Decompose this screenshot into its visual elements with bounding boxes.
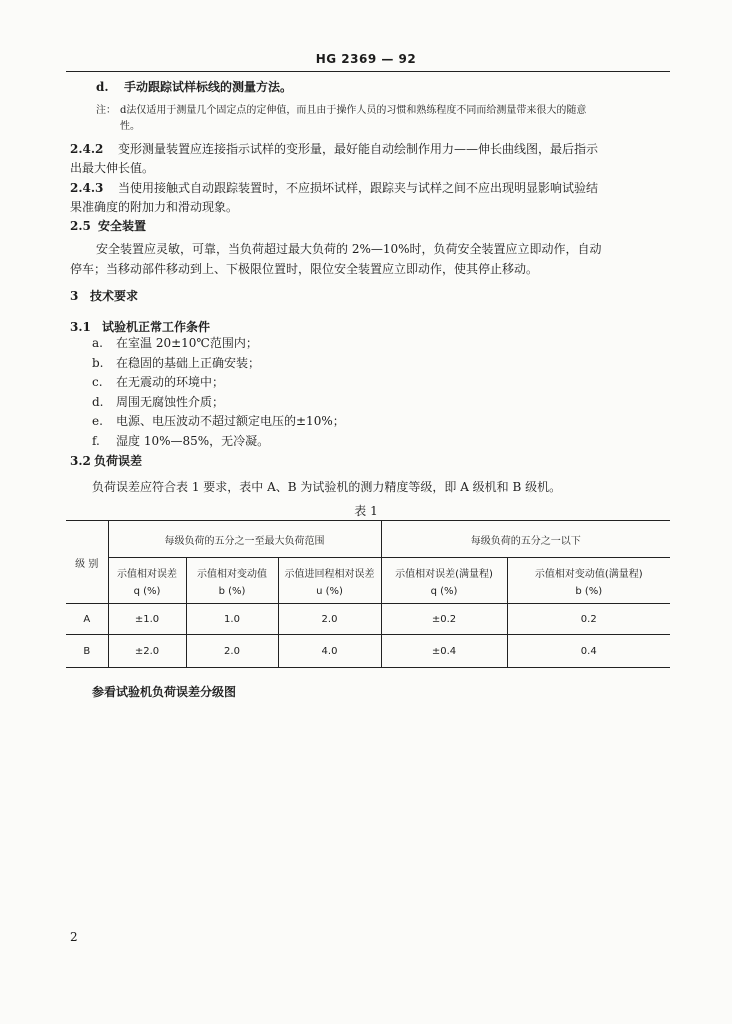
page-number: 2 xyxy=(70,930,78,944)
col-header-u-l1: 示值进回程相对误差 xyxy=(284,568,375,580)
list-item-text: 在稳固的基础上正确安装； xyxy=(116,355,261,370)
cell-q: ±2.0 xyxy=(108,635,186,668)
load-error-table xyxy=(66,520,670,668)
list-item-label: d. xyxy=(92,394,104,409)
document-code: HG 2369 — 92 xyxy=(315,52,417,66)
col-header-q xyxy=(108,558,186,604)
grade-header: 级 别 xyxy=(66,521,108,604)
section-3-2-title: 负荷误差 xyxy=(94,454,143,468)
section-3-1-heading xyxy=(70,318,210,335)
cell-b-full: 0.4 xyxy=(507,635,670,668)
section-2-5-number: 2.5 xyxy=(70,219,91,233)
section-3-1-title: 试验机正常工作条件 xyxy=(102,320,211,334)
col-header-b-l1: 示值相对变动值 xyxy=(197,568,267,580)
list-item-text: 电源、电压波动不超过额定电压的±10%； xyxy=(116,414,345,428)
section-2-4-3-number: 2.4.3 xyxy=(70,181,104,195)
item-d xyxy=(96,78,292,95)
section-2-4-2-number: 2.4.2 xyxy=(70,142,104,156)
section-2-5-heading xyxy=(70,217,146,234)
table-subheader-row xyxy=(66,558,670,604)
col-header-b-full-l2: b (%) xyxy=(575,585,603,597)
col-header-b-l2: b (%) xyxy=(218,585,246,597)
table-caption: 表 1 xyxy=(354,504,378,518)
list-item xyxy=(92,373,345,393)
note-label: 注： xyxy=(96,105,116,116)
item-d-text: 手动跟踪试样标线的测量方法。 xyxy=(124,80,293,94)
section-3-title: 技术要求 xyxy=(90,289,139,303)
col-header-b-full xyxy=(507,558,670,604)
table-header-row xyxy=(66,521,670,558)
group2-header: 每级负荷的五分之一以下 xyxy=(381,521,670,558)
table-row xyxy=(66,604,670,635)
list-item-text: 在无震动的环境中； xyxy=(116,375,225,389)
list-item-text: 湿度 10%—85%，无冷凝。 xyxy=(116,433,270,448)
cell-b-full: 0.2 xyxy=(507,604,670,635)
cell-q-full: ±0.4 xyxy=(381,635,507,668)
section-2-4-2 xyxy=(70,140,598,157)
col-header-b xyxy=(186,558,278,604)
header-rule xyxy=(66,71,670,72)
cell-u: 4.0 xyxy=(278,635,381,668)
col-header-b-full-l1: 示值相对变动值(满量程) xyxy=(534,568,643,580)
list-item xyxy=(92,334,345,354)
section-2-4-3 xyxy=(70,179,598,196)
section-2-5-line2: 停车；当移动部件移动到上、下极限位置时，限位安全装置应立即动作，使其停止移动。 xyxy=(70,262,539,276)
list-item-label: e. xyxy=(92,414,103,428)
cell-grade: B xyxy=(66,635,108,668)
table-row xyxy=(66,635,670,668)
section-2-4-2-line2: 出最大伸长值。 xyxy=(70,161,155,175)
cell-grade: A xyxy=(66,604,108,635)
col-header-u-l2: u (%) xyxy=(316,585,343,597)
cell-b: 1.0 xyxy=(186,604,278,635)
cell-q-full: ±0.2 xyxy=(381,604,507,635)
section-3-number: 3 xyxy=(70,289,79,303)
cell-q: ±1.0 xyxy=(108,604,186,635)
cell-b: 2.0 xyxy=(186,635,278,668)
col-header-q-l1: 示值相对误差 xyxy=(117,568,177,580)
note-line2: 性。 xyxy=(120,121,140,132)
section-3-2-line1: 负荷误差应符合表 1 要求，表中 A、B 为试验机的测力精度等级，即 A 级机和 B 级机。 xyxy=(92,480,562,494)
list-item xyxy=(92,354,345,374)
note xyxy=(96,101,586,116)
section-2-4-3-line2: 果准确度的附加力和滑动现象。 xyxy=(70,200,239,214)
list-item-text: 在室温 20±10℃范围内； xyxy=(116,336,258,350)
reference-note: 参看试验机负荷误差分级图 xyxy=(92,685,237,699)
list-item xyxy=(92,432,345,452)
list-item xyxy=(92,412,345,432)
section-2-5-line1: 安全装置应灵敏，可靠，当负荷超过最大负荷的 2%—10%时，负荷安全装置应立即动作，自动 xyxy=(96,242,602,256)
col-header-u xyxy=(278,558,381,604)
section-3-2-heading xyxy=(70,452,142,469)
section-2-4-3-line1: 当使用接触式自动跟踪装置时，不应损坏试样，跟踪夹与试样之间不应出现明显影响试验结 xyxy=(118,181,599,195)
col-header-q-full-l1: 示值相对误差(满量程) xyxy=(395,568,493,580)
list-item xyxy=(92,393,345,413)
section-3-2-number: 3.2 xyxy=(70,454,91,468)
section-3-1-number: 3.1 xyxy=(70,320,91,334)
group1-header: 每级负荷的五分之一至最大负荷范围 xyxy=(108,521,381,558)
cell-u: 2.0 xyxy=(278,604,381,635)
section-3-heading xyxy=(70,287,138,304)
list-item-label: f. xyxy=(92,433,100,448)
col-header-q-full xyxy=(381,558,507,604)
list-item-text: 周围无腐蚀性介质； xyxy=(116,394,225,409)
section-2-5-title: 安全装置 xyxy=(98,219,147,233)
item-d-label: d. xyxy=(96,80,109,94)
list-item-label: b. xyxy=(92,355,104,370)
list-item-label: a. xyxy=(92,336,103,350)
col-header-q-l2: q (%) xyxy=(133,585,161,597)
note-line1: d法仅适用于测量几个固定点的定伸值，而且由于操作人员的习惯和熟练程度不同而给测量带来很大的随意 xyxy=(120,105,587,116)
section-2-4-2-line1: 变形测量装置应连接指示试样的变形量，最好能自动绘制作用力——伸长曲线图，最后指示 xyxy=(118,142,599,156)
condition-list xyxy=(92,334,345,451)
list-item-label: c. xyxy=(92,375,103,389)
col-header-q-full-l2: q (%) xyxy=(430,585,458,597)
